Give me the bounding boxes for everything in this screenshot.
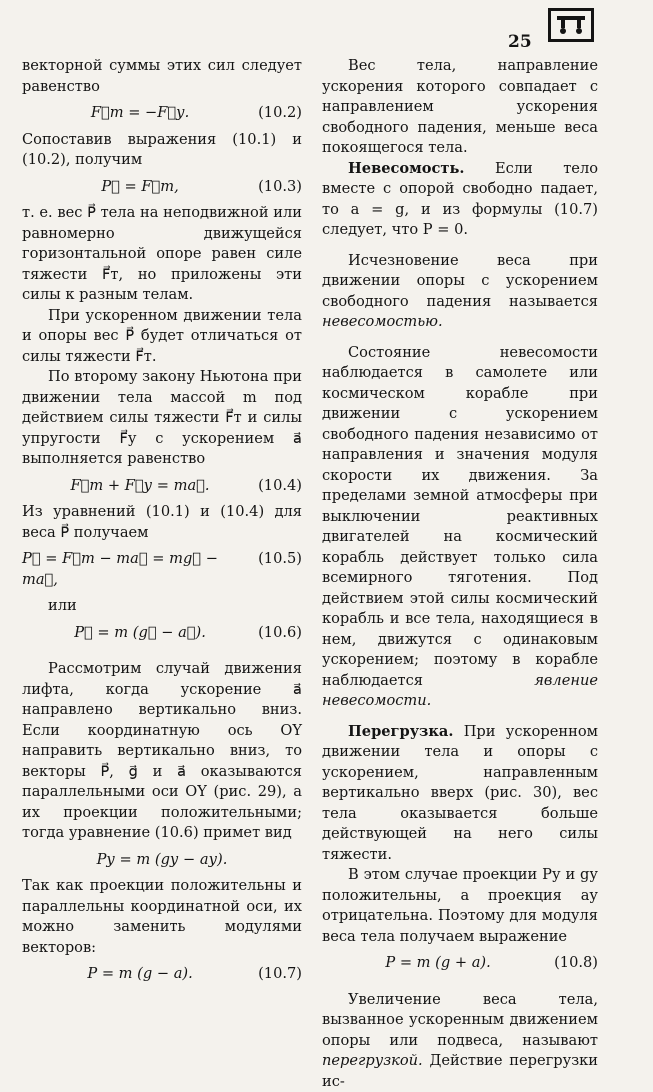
paragraph-text: Действие перегрузки ис-	[322, 1052, 598, 1090]
term-overload: перегрузкой.	[322, 1052, 423, 1069]
section-heading-overload: Перегрузка.	[348, 723, 453, 740]
left-column	[22, 56, 302, 991]
formula: F⃗т + F⃗у = ma⃗.	[22, 476, 258, 497]
formula: Pу = m (gу − aу).	[22, 850, 302, 871]
paragraph-text: При ускоренном движении тела и опоры с ускорением, направленным вертикально вверх (рис. 30), вес тела оказывается больше действующей на него силы тяжести.	[322, 723, 598, 863]
formula: P⃗ = m (g⃗ − a⃗).	[22, 623, 258, 644]
paragraph: Сопоставив выражения (10.1) и (10.2), получим	[22, 130, 302, 171]
paragraph-text: Состояние невесомости наблюдается в самолете или космическом корабле при движении с ускорением свободного падения независимо от направления и значения модуля скорости их движения. За пределами земной атмосферы при выключении реактивных двигателей на космический корабль действует только сила всемирного тяготения. Под действием этой силы космический корабль и все тела, находящиеся в нем, движутся с одинаковым ускорением; поэтому в корабле наблюдается	[322, 344, 598, 689]
equation-projection	[22, 850, 302, 871]
formula: P = m (g − a).	[22, 964, 258, 985]
formula: P⃗ = F⃗т − ma⃗ = mg⃗ − ma⃗,	[22, 549, 258, 590]
formula: P⃗ = F⃗т,	[22, 177, 258, 198]
equation-10-8	[322, 953, 598, 974]
paragraph: Рассмотрим случай движения лифта, когда ускорение a⃗ направлено вертикально вниз. Если координатную ось OY направить вертикально вниз, то векторы P⃗, g⃗ и a⃗ оказываются параллельными оси OY (рис. 29), а их проекции положительными; тогда уравнение (10.6) примет вид	[22, 659, 302, 844]
equation-number: (10.8)	[554, 953, 598, 974]
paragraph	[322, 251, 598, 333]
equation-number: (10.6)	[258, 623, 302, 644]
paragraph	[322, 343, 598, 712]
equation-number: (10.5)	[258, 549, 302, 570]
equation-number: (10.7)	[258, 964, 302, 985]
equation-10-5	[22, 549, 302, 590]
equation-10-6	[22, 623, 302, 644]
paragraph-text: Если тело вместе с опорой свободно падает, то a = g, и из формулы (10.7) следует, что P = 0.	[322, 160, 598, 239]
equation-10-2	[22, 103, 302, 124]
section-heading-weightlessness: Невесомость.	[348, 160, 464, 177]
paragraph-text: Исчезновение веса при движении опоры с ускорением свободного падения называется	[322, 252, 598, 310]
formula: F⃗т = −F⃗у.	[22, 103, 258, 124]
equation-number: (10.2)	[258, 103, 302, 124]
term-weightlessness: невесомостью.	[322, 313, 443, 330]
paragraph: Из уравнений (10.1) и (10.4) для веса P⃗ получаем	[22, 502, 302, 543]
paragraph: т. е. вес P⃗ тела на неподвижной или равномерно движущейся горизонтальной опоре равен силе тяжести F⃗т, но приложены эти силы к разным телам.	[22, 203, 302, 306]
paragraph: По второму закону Ньютона при движении тела массой m под действием силы тяжести F⃗т и силы упругости F⃗у с ускорением a⃗ выполняется равенство	[22, 367, 302, 470]
formula: P = m (g + a).	[322, 953, 554, 974]
paragraph	[322, 159, 598, 241]
page-number: 25	[508, 32, 532, 52]
right-column	[322, 56, 598, 1092]
paragraph: При ускоренном движении тела и опоры вес P⃗ будет отличаться от силы тяжести F⃗т.	[22, 306, 302, 368]
term-weightlessness-phenomenon: явление невесомости.	[322, 672, 598, 710]
equation-number: (10.3)	[258, 177, 302, 198]
paragraph	[322, 990, 598, 1092]
equation-10-4	[22, 476, 302, 497]
paragraph: Вес тела, направление ускорения которого совпадает с направлением ускорения свободного падения, меньше веса покоящегося тела.	[322, 56, 598, 159]
equation-10-7	[22, 964, 302, 985]
paragraph	[322, 722, 598, 866]
equation-10-3	[22, 177, 302, 198]
paragraph: векторной суммы этих сил следует равенство	[22, 56, 302, 97]
paragraph: Так как проекции положительны и параллельны координатной оси, их можно заменить модулями векторов:	[22, 876, 302, 958]
paragraph: или	[22, 596, 302, 617]
paragraph: В этом случае проекции Pу и gу положительны, а проекция aу отрицательна. Поэтому для модуля веса тела получаем выражение	[322, 865, 598, 947]
vehicle-pictogram-icon	[548, 8, 594, 42]
equation-number: (10.4)	[258, 476, 302, 497]
paragraph-text: Увеличение веса тела, вызванное ускоренным движением опоры или подвеса, называют	[322, 991, 598, 1049]
